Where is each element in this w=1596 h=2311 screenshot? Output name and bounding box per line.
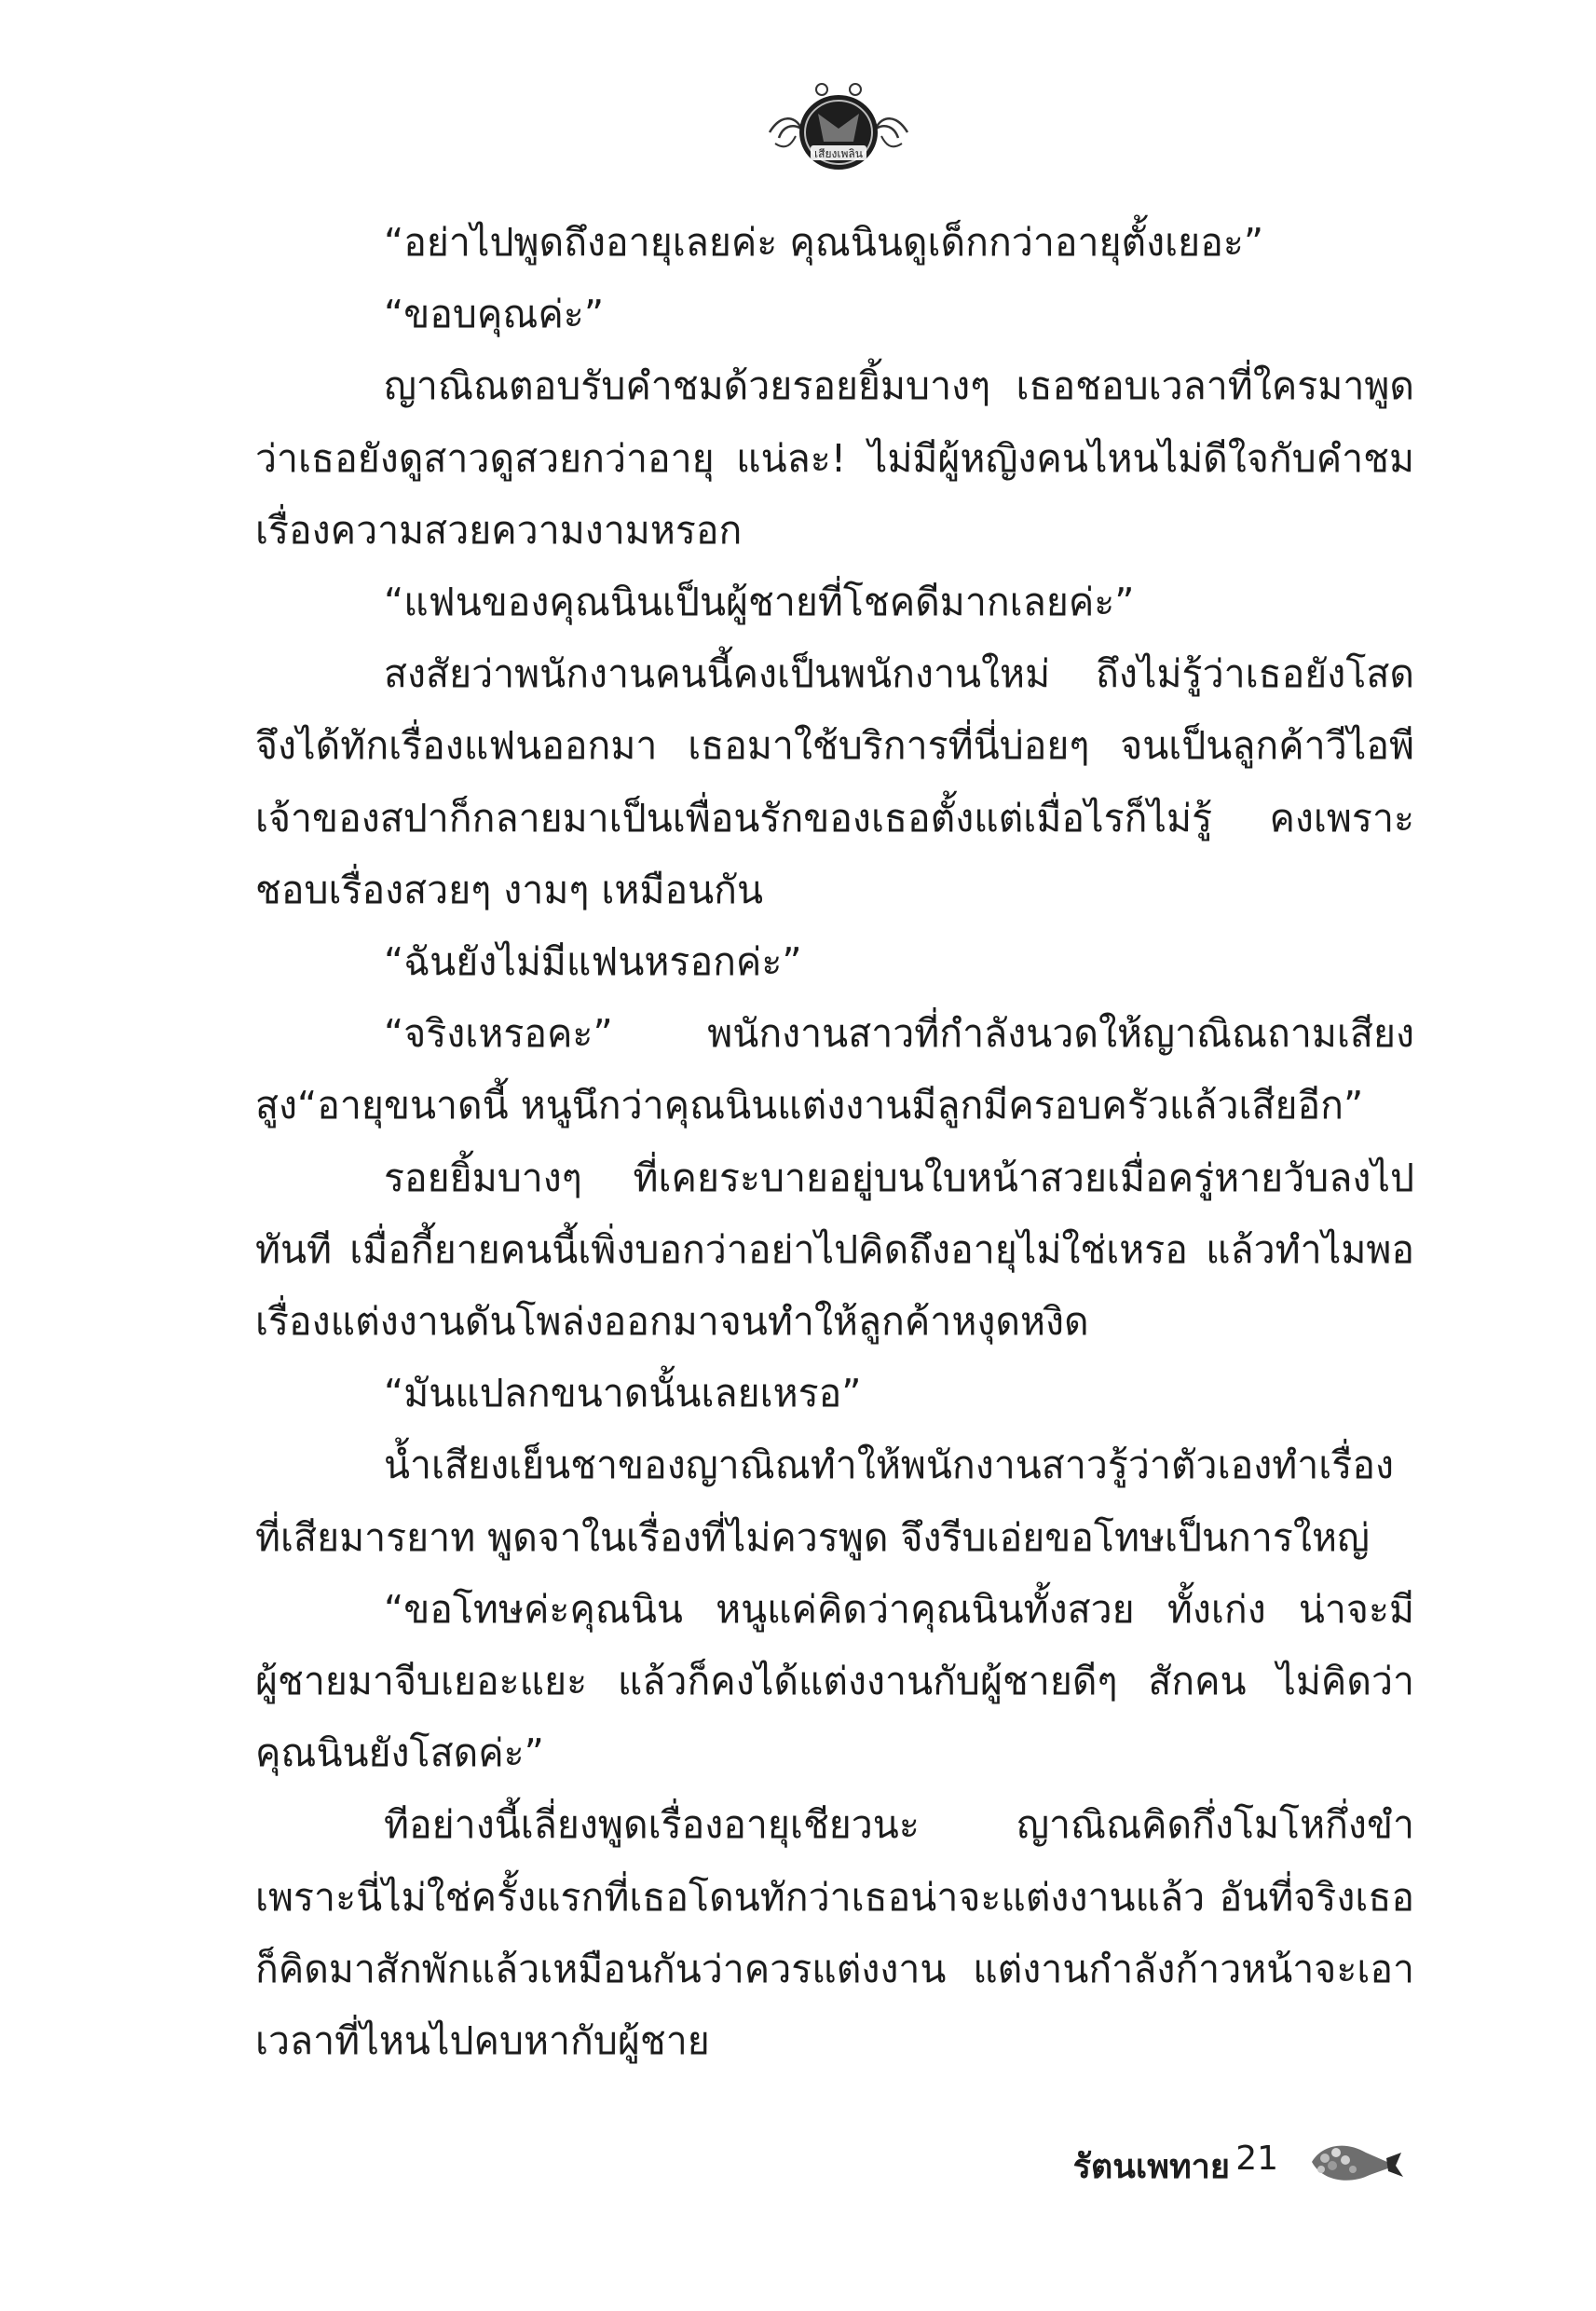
body-text: [255, 207, 1414, 2077]
paragraph: ทีอย่างนี้เลี่ยงพูดเรื่องอายุเชียวนะ ญาณิณคิดกึ่งโมโหกึ่งขำเพราะนี่ไม่ใช่ครั้งแรกที่เธอโดนทักว่าเธอน่าจะแต่งงานแล้ว อันที่จริงเธอก็คิดมาสักพักแล้วเหมือนกันว่าควรแต่งงาน แต่งานกำลังก้าวหน้าจะเอาเวลาที่ไหนไปคบหากับผู้ชาย: [255, 1802, 1414, 2064]
paragraph: “ฉันยังไม่มีแฟนหรอกค่ะ”: [384, 939, 802, 985]
paragraph: “อย่าไปพูดถึงอายุเลยค่ะ คุณนินดูเด็กกว่าอายุตั้งเยอะ”: [384, 220, 1264, 265]
paragraph: รอยยิ้มบางๆ ที่เคยระบายอยู่บนใบหน้าสวยเมื่อครู่หายวับลงไปทันที เมื่อกี้ยายคนนี้เพิ่งบอกว่าอย่าไปคิดถึงอายุไม่ใช่เหรอ แล้วทำไมพอเรื่องแต่งงานดันโพล่งออกมาจนทำให้ลูกค้าหงุดหงิด: [255, 1155, 1414, 1345]
page-footer: [1025, 2134, 1435, 2190]
paragraph: น้ำเสียงเย็นชาของญาณิณทำให้พนักงานสาวรู้ว่าตัวเองทำเรื่องที่เสียมารยาท พูดจาในเรื่องที่ไม่ควรพูด จึงรีบเอ่ยขอโทษเป็นการใหญ่: [255, 1443, 1394, 1560]
gem-cluster-icon: [1304, 2134, 1407, 2190]
paragraph: “ขอบคุณค่ะ”: [384, 292, 605, 337]
paragraph: “จริงเหรอคะ” พนักงานสาวที่กำลังนวดให้ญาณิณถามเสียงสูง“อายุขนาดนี้ หนูนึกว่าคุณนินแต่งงานมีลูกมีครอบครัวแล้วเสียอีก”: [255, 1011, 1414, 1128]
paragraph: “มันแปลกขนาดนั้นเลยเหรอ”: [384, 1371, 862, 1416]
book-title: รัตนเพทาย: [1072, 2148, 1230, 2186]
page-number: 21: [1235, 2140, 1278, 2178]
paragraph: ญาณิณตอบรับคำชมด้วยรอยยิ้มบางๆ เธอชอบเวลาที่ใครมาพูดว่าเธอยังดูสาวดูสวยกว่าอายุ แน่ละ! ไม่มีผู้หญิงคนไหนไม่ดีใจกับคำชมเรื่องความสวยความงามหรอก: [255, 363, 1414, 553]
logo-text: เสียงเพลิน: [814, 147, 863, 160]
paragraph: “แฟนของคุณนินเป็นผู้ชายที่โชคดีมากเลยค่ะ”: [384, 580, 1135, 625]
paragraph: “ขอโทษค่ะคุณนิน หนูแค่คิดว่าคุณนินทั้งสวย ทั้งเก่ง น่าจะมีผู้ชายมาจีบเยอะแยะ แล้วก็คงได้แต่งงานกับผู้ชายดีๆ สักคน ไม่คิดว่าคุณนินยังโสดค่ะ”: [255, 1586, 1414, 1776]
paragraph: สงสัยว่าพนักงานคนนี้คงเป็นพนักงานใหม่ ถึงไม่รู้ว่าเธอยังโสดจึงได้ทักเรื่องแฟนออกมา เธอมาใช้บริการที่นี่บ่อยๆ จนเป็นลูกค้าวีไอพีเจ้าของสปาก็กลายมาเป็นเพื่อนรักของเธอตั้งแต่เมื่อไรก็ไม่รู้ คงเพราะชอบเรื่องสวยๆ งามๆ เหมือนกัน: [255, 651, 1414, 912]
publisher-logo-icon: [764, 76, 913, 177]
